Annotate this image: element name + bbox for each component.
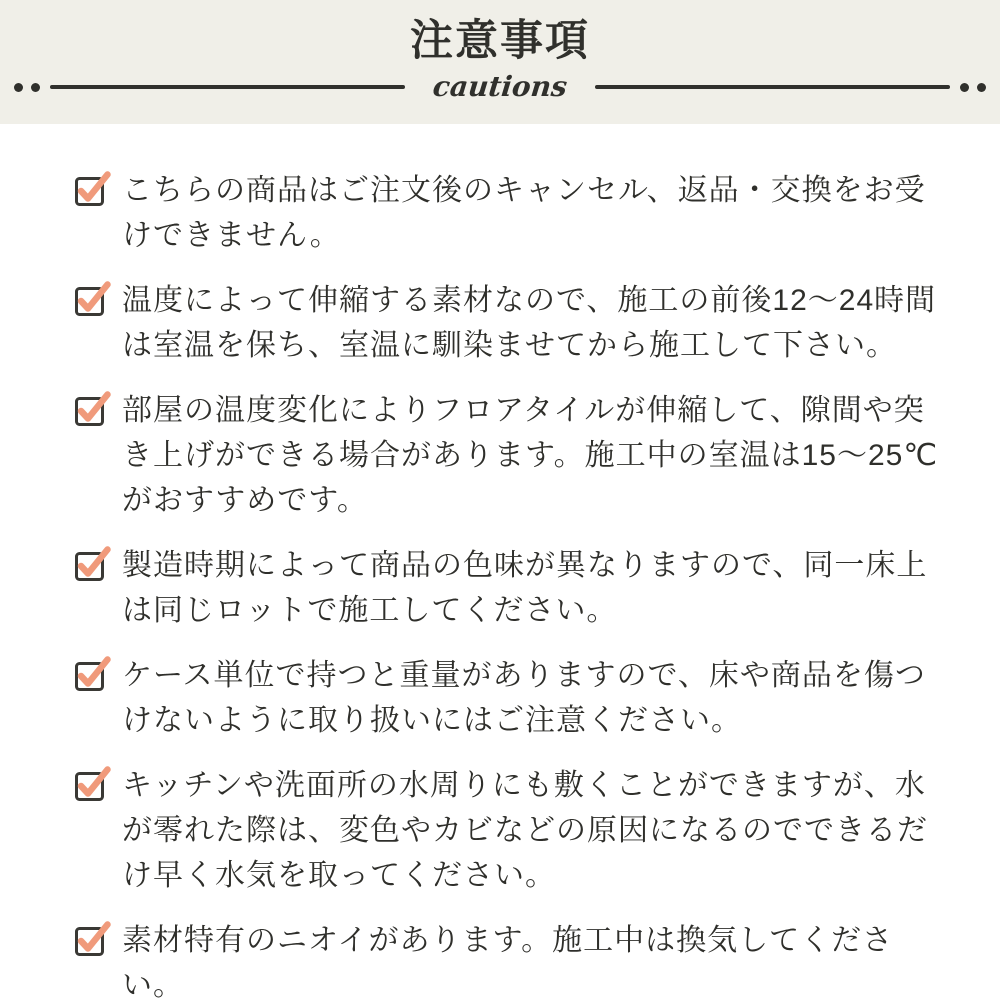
checked-checkbox-icon	[75, 392, 109, 426]
caution-text: キッチンや洗面所の水周りにも敷くことができますが、水が零れた際は、変色やカビなどの原因になるのでできるだけ早く水気を取ってください。	[122, 769, 928, 892]
caution-text: こちらの商品はご注文後のキャンセル、返品・交換をお受けできません。	[122, 174, 926, 252]
page-subtitle: cautions	[431, 70, 569, 103]
caution-item	[75, 168, 944, 258]
caution-item	[75, 653, 944, 743]
page-title: 注意事項	[410, 17, 590, 65]
page-header	[0, 0, 1000, 124]
checked-checkbox-icon	[75, 172, 109, 206]
caution-text: 素材特有のニオイがあります。施工中は換気してください。	[122, 924, 894, 1002]
caution-text: ケース単位で持つと重量がありますので、床や商品を傷つけないように取り扱いにはご注意ください。	[122, 659, 926, 737]
checked-checkbox-icon	[75, 922, 109, 956]
divider-dot-icon	[14, 83, 23, 92]
caution-text: 部屋の温度変化によりフロアタイルが伸縮して、隙間や突き上げができる場合があります。施工中の室温は15〜25℃がおすすめです。	[122, 394, 939, 517]
checked-checkbox-icon	[75, 282, 109, 316]
caution-item	[75, 278, 944, 368]
checked-checkbox-icon	[75, 767, 109, 801]
divider-dot-icon	[960, 83, 969, 92]
divider-dot-icon	[31, 83, 40, 92]
checked-checkbox-icon	[75, 547, 109, 581]
divider-dot-icon	[977, 83, 986, 92]
caution-item	[75, 918, 944, 1008]
header-divider	[0, 70, 1000, 104]
caution-item	[75, 543, 944, 633]
caution-item	[75, 388, 944, 523]
divider-line	[595, 85, 950, 89]
caution-text: 温度によって伸縮する素材なので、施工の前後12〜24時間は室温を保ち、室温に馴染ませてから施工して下さい。	[122, 284, 937, 362]
caution-item	[75, 763, 944, 898]
divider-line	[50, 85, 405, 89]
checked-checkbox-icon	[75, 657, 109, 691]
cautions-list	[0, 124, 1000, 1008]
caution-text: 製造時期によって商品の色味が異なりますので、同一床上は同じロットで施工してください。	[122, 549, 928, 627]
